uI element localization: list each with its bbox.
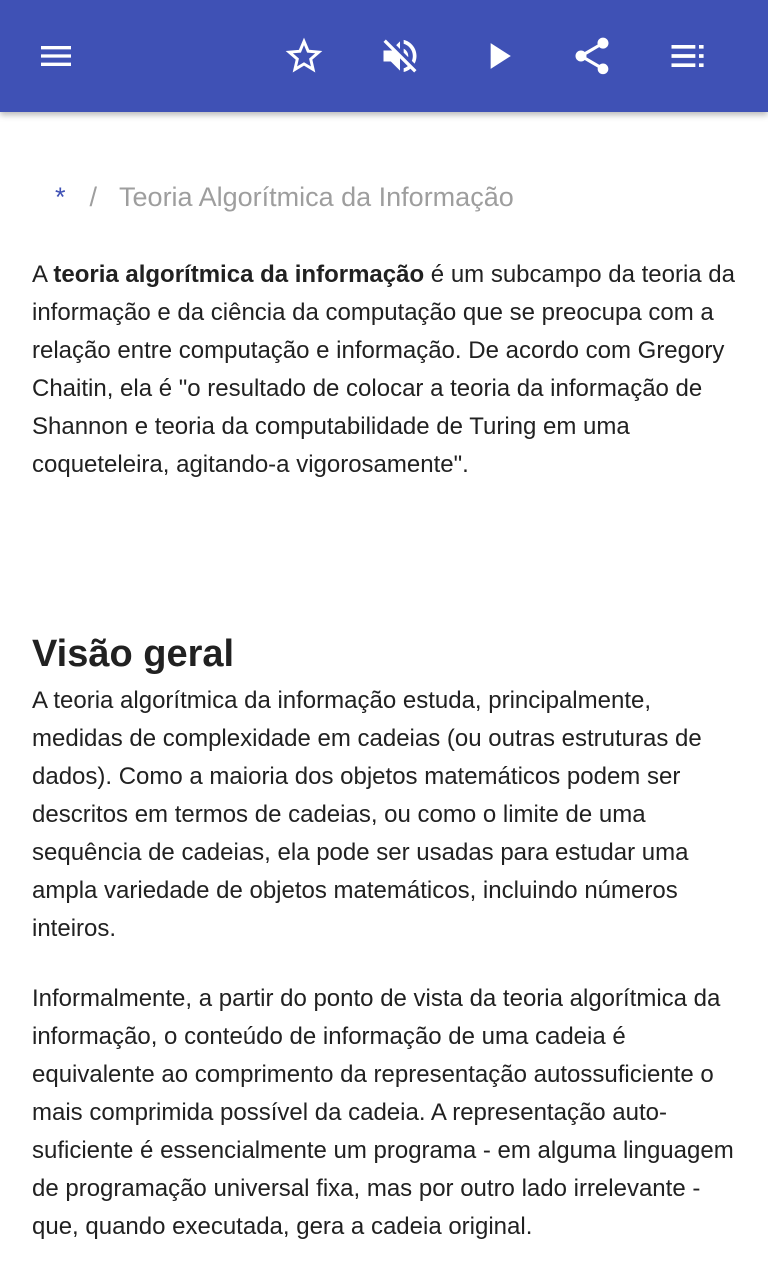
mute-button[interactable] — [368, 24, 432, 88]
breadcrumb — [55, 182, 514, 213]
intro-text: é um subcampo da teoria da informação e da ciência da computação que se preocupa com a relação entre computação e informação. De acordo com Gregory Chaitin, ela é "o resultado de colocar a teoria da informação de Shannon e teoria da computabilidade de Turing em uma coqueteleira, agitando-a vigorosamente". — [32, 261, 735, 478]
volume-off-icon — [378, 34, 422, 78]
favorite-button[interactable] — [272, 24, 336, 88]
playlist-icon — [666, 34, 710, 78]
breadcrumb-separator: / — [89, 182, 98, 212]
menu-button[interactable] — [24, 24, 88, 88]
share-icon — [570, 34, 614, 78]
play-button[interactable] — [466, 24, 530, 88]
section-heading: Visão geral — [32, 633, 235, 675]
section-paragraph-1: A teoria algorítmica da informação estuda, principalmente, medidas de complexidade em cadeias (ou outras estruturas de dados). Como a maioria dos objetos matemáticos podem ser descritos em termos de cadeias, ou como o limite de uma sequência de cadeias, ela pode ser usadas para estudar uma ampla variedade de objetos matemáticos, incluindo números inteiros. — [32, 687, 702, 942]
section-paragraph-2: Informalmente, a partir do ponto de vista da teoria algorítmica da informação, o conteúdo de informação de uma cadeia é equivalente ao comprimento da representação autossuficiente o mais comprimida possível da cadeia. A representação auto-suficiente é essencialmente um programa - em alguma linguagem de programação universal fixa, mas por outro lado irrelevante - que, quando executada, gera a cadeia original. — [32, 985, 734, 1240]
intro-paragraph — [32, 256, 744, 484]
star-outline-icon — [282, 34, 326, 78]
breadcrumb-current: Teoria Algorítmica da Informação — [119, 182, 514, 212]
article-content — [0, 112, 768, 1280]
contents-button[interactable] — [656, 24, 720, 88]
breadcrumb-root-link[interactable]: * — [55, 182, 66, 212]
intro-prefix: A — [32, 261, 54, 288]
menu-icon — [36, 36, 76, 76]
play-icon — [476, 34, 520, 78]
app-toolbar — [0, 0, 768, 112]
intro-bold-term: teoria algorítmica da informação — [53, 261, 425, 288]
share-button[interactable] — [560, 24, 624, 88]
